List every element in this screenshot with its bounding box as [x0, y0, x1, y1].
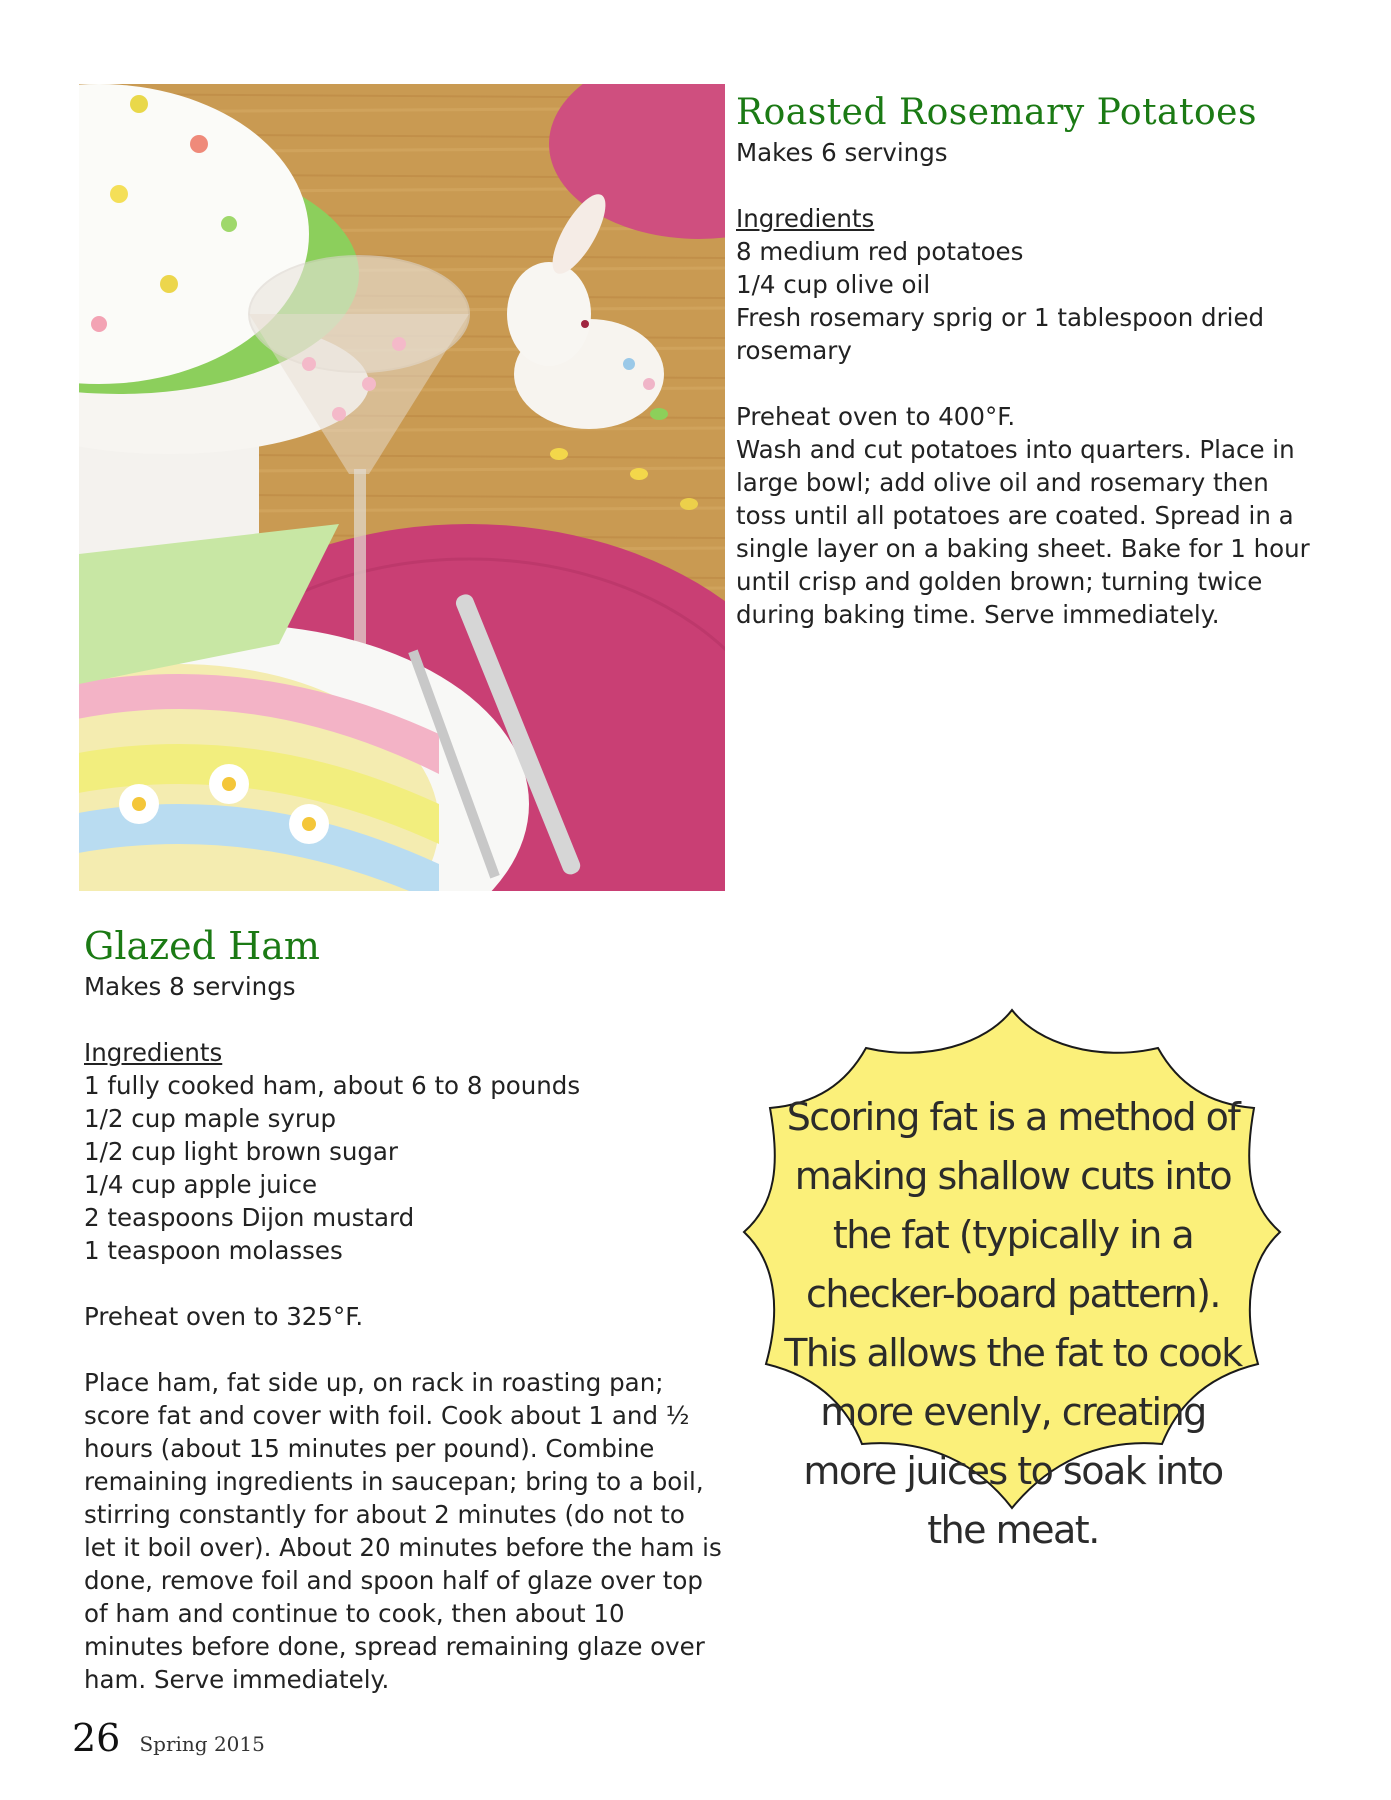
page-number: 26 — [72, 1716, 121, 1760]
ingredient-item: 8 medium red potatoes — [736, 237, 1024, 266]
recipe-glazed-ham — [84, 922, 734, 1696]
ingredient-item: Fresh rosemary sprig or 1 tablespoon dried rosemary — [736, 303, 1265, 365]
recipe-roasted-potatoes — [736, 90, 1336, 631]
recipe-directions: Place ham, fat side up, on rack in roasting pan; score fat and cover with foil. Cook about 1 and ½ hours (about 15 minutes per pound). Combine remaining ingredients in saucepan; bring to a boil, stirring constantly for about 2 minutes (do not to let it boil over). About 20 minutes before the ham is done, remove foil and spoon half of glaze over top of ham and continue to cook, then about 10 minutes before done, spread remaining glaze over ham. Serve immediately. — [84, 1368, 722, 1694]
recipe-servings: Makes 6 servings — [736, 138, 948, 167]
easter-table-illustration — [79, 84, 725, 891]
ingredients-heading: Ingredients — [736, 204, 875, 233]
recipe-title: Roasted Rosemary Potatoes — [736, 92, 1257, 133]
ingredient-item: 1 fully cooked ham, about 6 to 8 pounds — [84, 1071, 581, 1100]
tip-text: Scoring fat is a method of making shallow cuts into the fat (typically in a checker-board pattern). This allows the fat to cook more evenly, creating more juices to soak into the meat. — [784, 1095, 1242, 1552]
ingredient-item: 1/2 cup light brown sugar — [84, 1137, 399, 1166]
recipe-servings: Makes 8 servings — [84, 972, 296, 1001]
easter-table-photo — [79, 84, 725, 891]
ingredient-item: 1/4 cup apple juice — [84, 1170, 318, 1199]
ingredient-item: 1 teaspoon molasses — [84, 1236, 343, 1265]
tip-callout — [738, 1004, 1286, 1552]
ingredient-item: 1/4 cup olive oil — [736, 270, 931, 299]
preheat-instruction: Preheat oven to 325°F. — [84, 1302, 364, 1331]
ingredient-item: 1/2 cup maple syrup — [84, 1104, 337, 1133]
recipe-directions: Wash and cut potatoes into quarters. Place in large bowl; add olive oil and rosemary then toss until all potatoes are coated. Spread in a single layer on a baking sheet. Bake for 1 hour until crisp and golden brown; turning twice during baking time. Serve immediately. — [736, 435, 1310, 629]
recipe-title: Glazed Ham — [84, 924, 320, 968]
issue-label: Spring 2015 — [139, 1732, 265, 1756]
ingredient-item: 2 teaspoons Dijon mustard — [84, 1203, 415, 1232]
page-footer — [72, 1716, 265, 1760]
preheat-instruction: Preheat oven to 400°F. — [736, 402, 1016, 431]
ingredients-heading: Ingredients — [84, 1038, 223, 1067]
